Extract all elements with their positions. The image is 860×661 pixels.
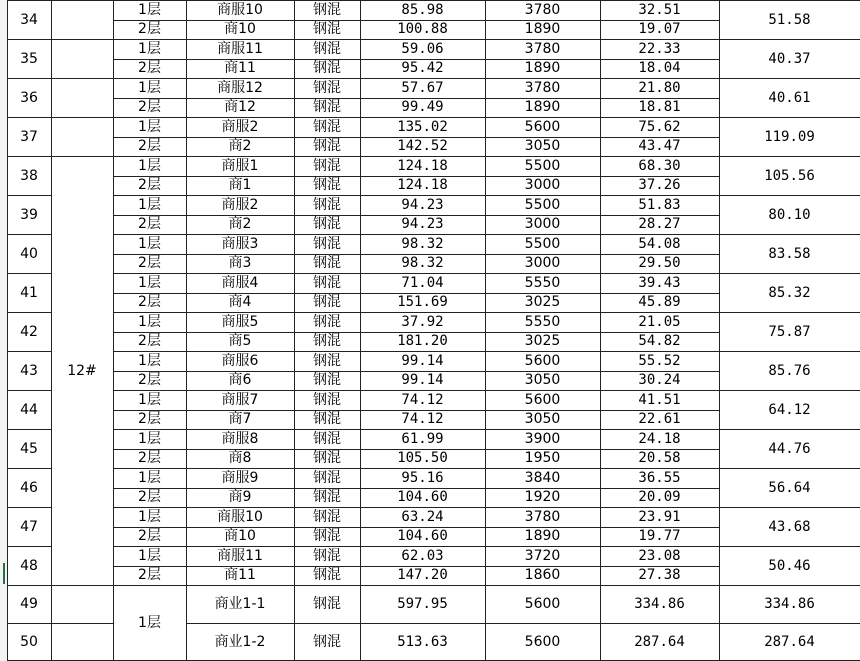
grid-line xyxy=(7,390,51,391)
row-number-cell[interactable]: 35 xyxy=(20,50,38,67)
floor-cell[interactable]: 1层 xyxy=(138,508,161,525)
grid-line xyxy=(113,59,719,60)
price-cell[interactable]: 1860 xyxy=(524,567,561,584)
price-cell[interactable]: 3780 xyxy=(524,508,561,525)
area-cell[interactable]: 94.23 xyxy=(401,196,444,213)
price-cell[interactable]: 3900 xyxy=(524,430,561,447)
grid-line xyxy=(7,468,51,469)
area-cell[interactable]: 95.16 xyxy=(401,469,444,486)
area-cell[interactable]: 98.32 xyxy=(401,235,444,252)
name-cell[interactable]: 商11 xyxy=(224,567,256,584)
row-number-cell[interactable]: 34 xyxy=(20,11,38,28)
name-cell[interactable]: 商8 xyxy=(228,450,252,467)
row-number-cell[interactable]: 48 xyxy=(20,557,38,574)
grid-line xyxy=(7,39,51,40)
name-cell[interactable]: 商2 xyxy=(228,216,252,233)
name-cell[interactable]: 商9 xyxy=(228,489,252,506)
structure-cell[interactable]: 钢混 xyxy=(313,21,341,38)
grid-line xyxy=(113,566,719,567)
grid-line xyxy=(113,410,719,411)
area-cell[interactable]: 104.60 xyxy=(397,528,448,545)
price-cell[interactable]: 3000 xyxy=(524,177,561,194)
floor-cell[interactable]: 2层 xyxy=(138,528,161,545)
value-cell[interactable]: 75.62 xyxy=(638,118,681,135)
structure-cell[interactable]: 钢混 xyxy=(313,255,341,272)
row-number-cell[interactable]: 39 xyxy=(20,206,38,223)
value-cell[interactable]: 27.38 xyxy=(638,567,681,584)
grid-line xyxy=(186,0,187,661)
name-cell[interactable]: 商12 xyxy=(224,99,256,116)
structure-cell[interactable]: 钢混 xyxy=(313,196,341,213)
row-number-cell[interactable]: 44 xyxy=(20,401,38,418)
floor-cell[interactable]: 1层 xyxy=(138,274,161,291)
grid-line xyxy=(113,98,719,99)
floor-cell[interactable]: 2层 xyxy=(138,450,161,467)
floor-cell[interactable]: 2层 xyxy=(138,216,161,233)
price-cell[interactable]: 3050 xyxy=(524,138,561,155)
price-cell[interactable]: 3720 xyxy=(524,547,561,564)
area-cell[interactable]: 57.67 xyxy=(401,79,444,96)
structure-cell[interactable]: 钢混 xyxy=(313,372,341,389)
price-cell[interactable]: 5600 xyxy=(524,352,561,369)
grid-line xyxy=(113,390,860,391)
grid-line xyxy=(113,468,860,469)
structure-cell[interactable]: 钢混 xyxy=(313,40,341,57)
structure-cell[interactable]: 钢混 xyxy=(313,333,341,350)
row-number-cell[interactable]: 36 xyxy=(20,89,38,106)
name-cell[interactable]: 商服1 xyxy=(221,157,259,174)
area-cell[interactable]: 74.12 xyxy=(401,411,444,428)
grid-line xyxy=(113,429,860,430)
structure-cell[interactable]: 钢混 xyxy=(313,313,341,330)
floor-cell[interactable]: 2层 xyxy=(138,21,161,38)
area-cell[interactable]: 94.23 xyxy=(401,216,444,233)
grid-line xyxy=(485,0,486,661)
grid-line xyxy=(7,585,860,586)
area-cell[interactable]: 99.49 xyxy=(401,99,444,116)
grid-line xyxy=(113,156,860,157)
floor-cell[interactable]: 2层 xyxy=(138,489,161,506)
value-cell[interactable]: 54.82 xyxy=(638,333,681,350)
row-number-cell[interactable]: 42 xyxy=(20,323,38,340)
area-cell[interactable]: 99.14 xyxy=(401,372,444,389)
area-cell[interactable]: 151.69 xyxy=(397,294,448,311)
area-cell[interactable]: 71.04 xyxy=(401,274,444,291)
grid-line xyxy=(113,0,114,661)
price-cell[interactable]: 5550 xyxy=(524,274,561,291)
structure-cell[interactable]: 钢混 xyxy=(313,528,341,545)
grid-line xyxy=(113,312,860,313)
active-row-marker xyxy=(3,563,5,584)
price-cell[interactable]: 3050 xyxy=(524,411,561,428)
structure-cell[interactable]: 钢混 xyxy=(313,294,341,311)
total-cell[interactable]: 44.76 xyxy=(768,440,811,457)
structure-cell[interactable]: 钢混 xyxy=(313,177,341,194)
name-cell[interactable]: 商7 xyxy=(228,411,252,428)
row-number-cell[interactable]: 37 xyxy=(20,128,38,145)
value-cell[interactable]: 23.91 xyxy=(638,508,681,525)
grid-line xyxy=(113,195,860,196)
value-cell[interactable]: 32.51 xyxy=(638,1,681,18)
total-cell[interactable]: 105.56 xyxy=(764,167,815,184)
grid-line xyxy=(113,293,719,294)
row-number-cell[interactable]: 40 xyxy=(20,245,38,262)
area-cell[interactable]: 61.99 xyxy=(401,430,444,447)
row-number-cell[interactable]: 50 xyxy=(20,634,38,650)
grid-line xyxy=(113,449,719,450)
area-cell[interactable]: 62.03 xyxy=(401,547,444,564)
total-cell[interactable]: 50.46 xyxy=(768,557,811,574)
area-cell[interactable]: 597.95 xyxy=(397,596,448,612)
price-cell[interactable]: 3000 xyxy=(524,255,561,272)
grid-line xyxy=(7,195,51,196)
grid-line xyxy=(113,137,719,138)
value-cell[interactable]: 30.24 xyxy=(638,372,681,389)
total-cell[interactable]: 85.76 xyxy=(768,362,811,379)
total-cell[interactable]: 40.61 xyxy=(768,89,811,106)
grid-line xyxy=(7,351,51,352)
structure-cell[interactable]: 钢混 xyxy=(313,274,341,291)
name-cell[interactable]: 商服6 xyxy=(221,352,259,369)
row-number-cell[interactable]: 38 xyxy=(20,167,38,184)
price-cell[interactable]: 3025 xyxy=(524,294,561,311)
structure-cell[interactable]: 钢混 xyxy=(313,1,341,18)
total-cell[interactable]: 334.86 xyxy=(764,596,815,612)
name-cell[interactable]: 商服3 xyxy=(221,235,259,252)
price-cell[interactable]: 5500 xyxy=(524,196,561,213)
grid-line xyxy=(113,488,719,489)
row-number-cell[interactable]: 47 xyxy=(20,518,38,535)
grid-line xyxy=(186,623,860,624)
area-cell[interactable]: 85.98 xyxy=(401,1,444,18)
name-cell[interactable]: 商业1-1 xyxy=(214,596,266,612)
value-cell[interactable]: 68.30 xyxy=(638,157,681,174)
row-number-cell[interactable]: 41 xyxy=(20,284,38,301)
value-cell[interactable]: 51.83 xyxy=(638,196,681,213)
price-cell[interactable]: 5550 xyxy=(524,313,561,330)
name-cell[interactable]: 商10 xyxy=(224,528,256,545)
floor-cell[interactable]: 1层 xyxy=(138,40,161,57)
grid-line xyxy=(113,273,860,274)
area-cell[interactable]: 95.42 xyxy=(401,60,444,77)
floor-cell[interactable]: 1层 xyxy=(138,313,161,330)
grid-line xyxy=(7,234,51,235)
price-cell[interactable]: 5600 xyxy=(524,596,561,612)
grid-line xyxy=(719,0,720,661)
area-cell[interactable]: 181.20 xyxy=(397,333,448,350)
price-cell[interactable]: 3780 xyxy=(524,40,561,57)
area-cell[interactable]: 99.14 xyxy=(401,352,444,369)
total-cell[interactable]: 43.68 xyxy=(768,518,811,535)
grid-line xyxy=(113,371,719,372)
row-number-cell[interactable]: 45 xyxy=(20,440,38,457)
area-cell[interactable]: 513.63 xyxy=(397,634,448,650)
floor-cell[interactable]: 2层 xyxy=(138,138,161,155)
value-cell[interactable]: 287.64 xyxy=(634,634,685,650)
area-cell[interactable]: 100.88 xyxy=(397,21,448,38)
name-cell[interactable]: 商3 xyxy=(228,255,252,272)
total-cell[interactable]: 83.58 xyxy=(768,245,811,262)
total-cell[interactable]: 287.64 xyxy=(764,634,815,650)
value-cell[interactable]: 19.07 xyxy=(638,21,681,38)
grid-line xyxy=(600,0,601,661)
name-cell[interactable]: 商服11 xyxy=(217,547,263,564)
name-cell[interactable]: 商1 xyxy=(228,177,252,194)
structure-cell[interactable]: 钢混 xyxy=(313,79,341,96)
value-cell[interactable]: 22.33 xyxy=(638,40,681,57)
price-cell[interactable]: 3025 xyxy=(524,333,561,350)
area-cell[interactable]: 98.32 xyxy=(401,255,444,272)
name-cell[interactable]: 商服12 xyxy=(217,79,263,96)
structure-cell[interactable]: 钢混 xyxy=(313,596,341,612)
value-cell[interactable]: 18.81 xyxy=(638,99,681,116)
structure-cell[interactable]: 钢混 xyxy=(313,216,341,233)
floor-cell[interactable]: 2层 xyxy=(138,60,161,77)
floor-cell[interactable]: 2层 xyxy=(138,99,161,116)
value-cell[interactable]: 334.86 xyxy=(634,596,685,612)
floor-cell[interactable]: 1层 xyxy=(138,196,161,213)
price-cell[interactable]: 1950 xyxy=(524,450,561,467)
area-cell[interactable]: 135.02 xyxy=(397,118,448,135)
total-cell[interactable]: 85.32 xyxy=(768,284,811,301)
grid-line xyxy=(51,39,113,40)
name-cell[interactable]: 商业1-2 xyxy=(214,634,266,650)
total-cell[interactable]: 40.37 xyxy=(768,50,811,67)
name-cell[interactable]: 商6 xyxy=(228,372,252,389)
area-cell[interactable]: 147.20 xyxy=(397,567,448,584)
floor-cell[interactable]: 1层 xyxy=(138,235,161,252)
grid-line xyxy=(113,546,860,547)
value-cell[interactable]: 20.09 xyxy=(638,489,681,506)
grid-line xyxy=(51,156,113,157)
structure-cell[interactable]: 钢混 xyxy=(313,567,341,584)
total-cell[interactable]: 51.58 xyxy=(768,11,811,28)
total-cell[interactable]: 56.64 xyxy=(768,479,811,496)
area-cell[interactable]: 37.92 xyxy=(401,313,444,330)
floor-cell[interactable]: 2层 xyxy=(138,411,161,428)
price-cell[interactable]: 1890 xyxy=(524,21,561,38)
grid-line xyxy=(51,78,113,79)
grid-line xyxy=(7,78,51,79)
grid-line xyxy=(7,273,51,274)
value-cell[interactable]: 36.55 xyxy=(638,469,681,486)
floor-cell[interactable]: 2层 xyxy=(138,177,161,194)
structure-cell[interactable]: 钢混 xyxy=(313,634,341,650)
price-cell[interactable]: 5500 xyxy=(524,235,561,252)
grid-line xyxy=(113,527,719,528)
price-cell[interactable]: 5600 xyxy=(524,118,561,135)
name-cell[interactable]: 商服9 xyxy=(221,469,259,486)
grid-line xyxy=(7,429,51,430)
name-cell[interactable]: 商10 xyxy=(224,21,256,38)
value-cell[interactable]: 41.51 xyxy=(638,391,681,408)
structure-cell[interactable]: 钢混 xyxy=(313,469,341,486)
structure-cell[interactable]: 钢混 xyxy=(313,508,341,525)
floor-cell[interactable]: 1层 xyxy=(138,1,161,18)
structure-cell[interactable]: 钢混 xyxy=(313,352,341,369)
value-cell[interactable]: 37.26 xyxy=(638,177,681,194)
structure-cell[interactable]: 钢混 xyxy=(313,157,341,174)
name-cell[interactable]: 商服10 xyxy=(217,1,263,18)
value-cell[interactable]: 21.80 xyxy=(638,79,681,96)
value-cell[interactable]: 43.47 xyxy=(638,138,681,155)
grid-line xyxy=(7,0,51,1)
price-cell[interactable]: 5600 xyxy=(524,634,561,650)
floor-cell[interactable]: 1层 xyxy=(138,157,161,174)
floor-cell[interactable]: 1层 xyxy=(138,118,161,135)
total-cell[interactable]: 64.12 xyxy=(768,401,811,418)
floor-cell[interactable]: 2层 xyxy=(138,333,161,350)
grid-line xyxy=(113,39,860,40)
grid-line xyxy=(7,507,51,508)
grid-line xyxy=(51,0,52,661)
grid-line xyxy=(7,546,51,547)
area-cell[interactable]: 124.18 xyxy=(397,157,448,174)
area-cell[interactable]: 142.52 xyxy=(397,138,448,155)
structure-cell[interactable]: 钢混 xyxy=(313,547,341,564)
floor-cell[interactable]: 1层 xyxy=(138,615,161,631)
grid-line xyxy=(113,78,860,79)
value-cell[interactable]: 39.43 xyxy=(638,274,681,291)
area-cell[interactable]: 63.24 xyxy=(401,508,444,525)
value-cell[interactable]: 20.58 xyxy=(638,450,681,467)
name-cell[interactable]: 商服7 xyxy=(221,391,259,408)
grid-line xyxy=(113,507,860,508)
price-cell[interactable]: 1890 xyxy=(524,99,561,116)
price-cell[interactable]: 3780 xyxy=(524,1,561,18)
name-cell[interactable]: 商服2 xyxy=(221,118,259,135)
name-cell[interactable]: 商服2 xyxy=(221,196,259,213)
grid-line xyxy=(113,117,860,118)
grid-line xyxy=(360,0,361,661)
grid-line xyxy=(113,215,719,216)
name-cell[interactable]: 商2 xyxy=(228,138,252,155)
structure-cell[interactable]: 钢混 xyxy=(313,391,341,408)
structure-cell[interactable]: 钢混 xyxy=(313,235,341,252)
price-cell[interactable]: 5600 xyxy=(524,391,561,408)
price-cell[interactable]: 1890 xyxy=(524,60,561,77)
structure-cell[interactable]: 钢混 xyxy=(313,99,341,116)
name-cell[interactable]: 商服4 xyxy=(221,274,259,291)
floor-cell[interactable]: 1层 xyxy=(138,469,161,486)
building-label-cell[interactable]: 12# xyxy=(67,362,97,379)
name-cell[interactable]: 商5 xyxy=(228,333,252,350)
total-cell[interactable]: 75.87 xyxy=(768,323,811,340)
value-cell[interactable]: 22.61 xyxy=(638,411,681,428)
floor-cell[interactable]: 2层 xyxy=(138,372,161,389)
value-cell[interactable]: 19.77 xyxy=(638,528,681,545)
name-cell[interactable]: 商服11 xyxy=(217,40,263,57)
grid-line xyxy=(51,0,113,1)
area-cell[interactable]: 104.60 xyxy=(397,489,448,506)
name-cell[interactable]: 商4 xyxy=(228,294,252,311)
floor-cell[interactable]: 1层 xyxy=(138,391,161,408)
name-cell[interactable]: 商服8 xyxy=(221,430,259,447)
value-cell[interactable]: 24.18 xyxy=(638,430,681,447)
total-cell[interactable]: 80.10 xyxy=(768,206,811,223)
value-cell[interactable]: 55.52 xyxy=(638,352,681,369)
grid-line xyxy=(113,234,860,235)
grid-line xyxy=(113,351,860,352)
area-cell[interactable]: 124.18 xyxy=(397,177,448,194)
grid-line xyxy=(294,0,295,661)
value-cell[interactable]: 54.08 xyxy=(638,235,681,252)
value-cell[interactable]: 21.05 xyxy=(638,313,681,330)
price-cell[interactable]: 5500 xyxy=(524,157,561,174)
grid-line xyxy=(113,254,719,255)
structure-cell[interactable]: 钢混 xyxy=(313,411,341,428)
value-cell[interactable]: 29.50 xyxy=(638,255,681,272)
price-cell[interactable]: 1890 xyxy=(524,528,561,545)
grid-line xyxy=(113,332,719,333)
grid-line xyxy=(7,623,113,624)
price-cell[interactable]: 3780 xyxy=(524,79,561,96)
row-number-cell[interactable]: 49 xyxy=(20,596,38,612)
area-cell[interactable]: 105.50 xyxy=(397,450,448,467)
name-cell[interactable]: 商11 xyxy=(224,60,256,77)
grid-line xyxy=(51,117,113,118)
grid-line xyxy=(7,0,8,661)
floor-cell[interactable]: 2层 xyxy=(138,567,161,584)
total-cell[interactable]: 119.09 xyxy=(764,128,815,145)
structure-cell[interactable]: 钢混 xyxy=(313,430,341,447)
grid-line xyxy=(7,156,51,157)
structure-cell[interactable]: 钢混 xyxy=(313,489,341,506)
price-cell[interactable]: 1920 xyxy=(524,489,561,506)
structure-cell[interactable]: 钢混 xyxy=(313,60,341,77)
row-number-cell[interactable]: 46 xyxy=(20,479,38,496)
grid-line xyxy=(7,117,51,118)
area-cell[interactable]: 74.12 xyxy=(401,391,444,408)
structure-cell[interactable]: 钢混 xyxy=(313,138,341,155)
floor-cell[interactable]: 1层 xyxy=(138,352,161,369)
floor-cell[interactable]: 1层 xyxy=(138,430,161,447)
floor-cell[interactable]: 1层 xyxy=(138,79,161,96)
grid-line xyxy=(113,0,860,1)
row-number-cell[interactable]: 43 xyxy=(20,362,38,379)
name-cell[interactable]: 商服10 xyxy=(217,508,263,525)
floor-cell[interactable]: 2层 xyxy=(138,294,161,311)
grid-line xyxy=(113,176,719,177)
value-cell[interactable]: 18.04 xyxy=(638,60,681,77)
grid-line xyxy=(113,20,719,21)
value-cell[interactable]: 45.89 xyxy=(638,294,681,311)
grid-line xyxy=(7,312,51,313)
value-cell[interactable]: 23.08 xyxy=(638,547,681,564)
structure-cell[interactable]: 钢混 xyxy=(313,450,341,467)
price-cell[interactable]: 3050 xyxy=(524,372,561,389)
price-cell[interactable]: 3840 xyxy=(524,469,561,486)
price-cell[interactable]: 3000 xyxy=(524,216,561,233)
area-cell[interactable]: 59.06 xyxy=(401,40,444,57)
floor-cell[interactable]: 2层 xyxy=(138,255,161,272)
floor-cell[interactable]: 1层 xyxy=(138,547,161,564)
structure-cell[interactable]: 钢混 xyxy=(313,118,341,135)
name-cell[interactable]: 商服5 xyxy=(221,313,259,330)
value-cell[interactable]: 28.27 xyxy=(638,216,681,233)
